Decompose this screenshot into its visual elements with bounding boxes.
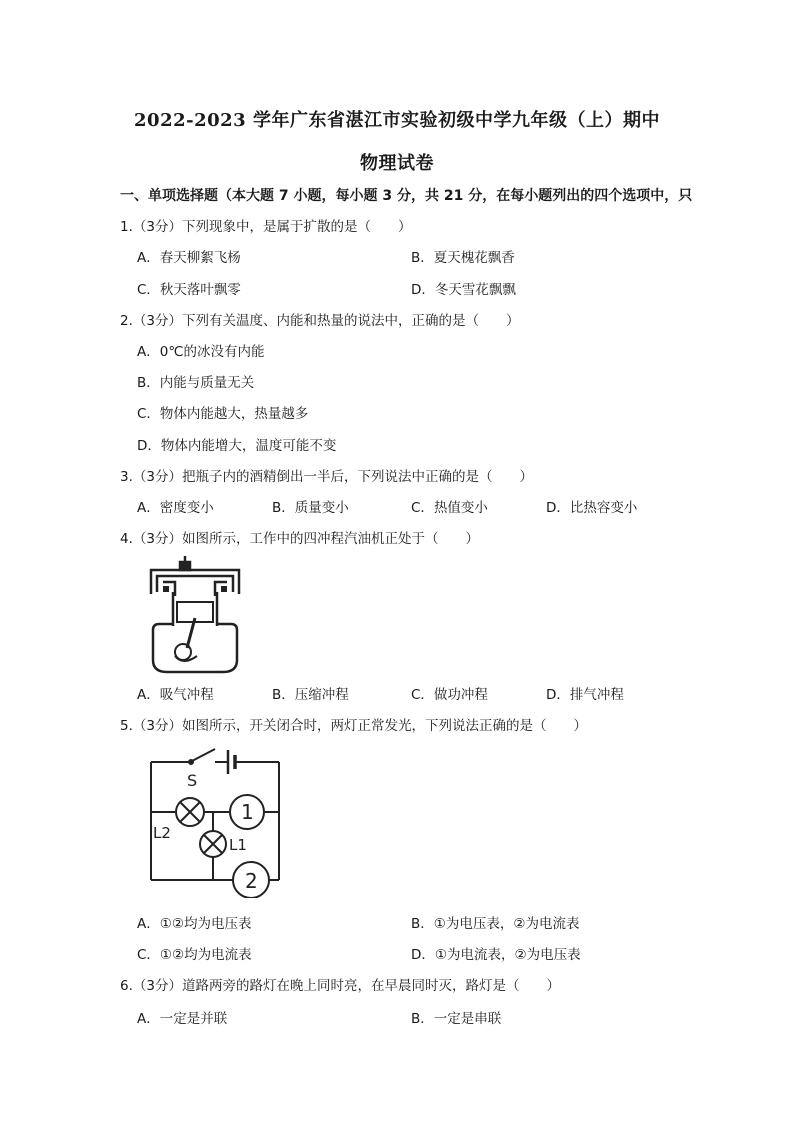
lamp1-label: L1 — [229, 836, 247, 854]
question-5-option-d: D．①为电流表，②为电压表 — [411, 947, 581, 963]
exam-title-line1: 2022-2023 学年广东省湛江市实验初级中学九年级（上）期中 — [134, 110, 660, 131]
question-1-option-b: B．夏天槐花飘香 — [411, 250, 515, 266]
question-4-option-a: A．吸气冲程 — [137, 687, 214, 703]
question-2-option-b: B．内能与质量无关 — [137, 375, 255, 391]
question-3-option-b: B．质量变小 — [272, 500, 349, 516]
question-3-option-a: A．密度变小 — [137, 500, 214, 516]
question-3-stem: 3.（3分）把瓶子内的酒精倒出一半后，下列说法中正确的是（ ） — [120, 469, 533, 485]
question-1-option-a: A．春天柳絮飞杨 — [137, 250, 241, 266]
lamp2-label: L2 — [153, 824, 171, 842]
question-1-option-c: C．秋天落叶飘零 — [137, 282, 241, 298]
switch-label: S — [187, 771, 198, 790]
question-2-option-a: A．0℃的冰没有内能 — [137, 344, 265, 360]
question-1-option-d: D．冬天雪花飘飘 — [411, 282, 516, 298]
question-4-stem: 4.（3分）如图所示，工作中的四冲程汽油机正处于（ ） — [120, 531, 479, 547]
question-4-option-b: B．压缩冲程 — [272, 687, 349, 703]
question-5-stem: 5.（3分）如图所示，开关闭合时，两灯正常发光，下列说法正确的是（ ） — [120, 718, 587, 734]
question-5-option-b: B．①为电压表，②为电流表 — [411, 916, 580, 932]
question-3-option-c: C．热值变小 — [411, 500, 488, 516]
circuit-diagram — [145, 746, 285, 898]
question-4-option-c: C．做功冲程 — [411, 687, 488, 703]
meter1-label: 1 — [241, 800, 254, 824]
question-3-option-d: D．比热容变小 — [546, 500, 638, 516]
question-2-option-d: D．物体内能增大，温度可能不变 — [137, 438, 337, 454]
question-4-option-d: D．排气冲程 — [546, 687, 624, 703]
engine-diagram — [145, 556, 245, 674]
exam-title-line2: 物理试卷 — [360, 153, 434, 174]
question-6-stem: 6.（3分）道路两旁的路灯在晚上同时亮，在早晨同时灭，路灯是（ ） — [120, 978, 560, 994]
section-heading: 一、单项选择题（本大题 7 小题，每小题 3 分，共 21 分，在每小题列出的四个选项中，只 — [120, 188, 693, 204]
meter2-label: 2 — [245, 869, 258, 893]
question-5-option-a: A．①②均为电压表 — [137, 916, 252, 932]
question-2-stem: 2.（3分）下列有关温度、内能和热量的说法中，正确的是（ ） — [120, 313, 520, 329]
question-2-option-c: C．物体内能越大，热量越多 — [137, 406, 309, 422]
question-6-option-b: B．一定是串联 — [411, 1011, 502, 1027]
question-1-stem: 1.（3分）下列现象中，是属于扩散的是（ ） — [120, 219, 412, 235]
question-5-option-c: C．①②均为电流表 — [137, 947, 252, 963]
question-6-option-a: A．一定是并联 — [137, 1011, 228, 1027]
